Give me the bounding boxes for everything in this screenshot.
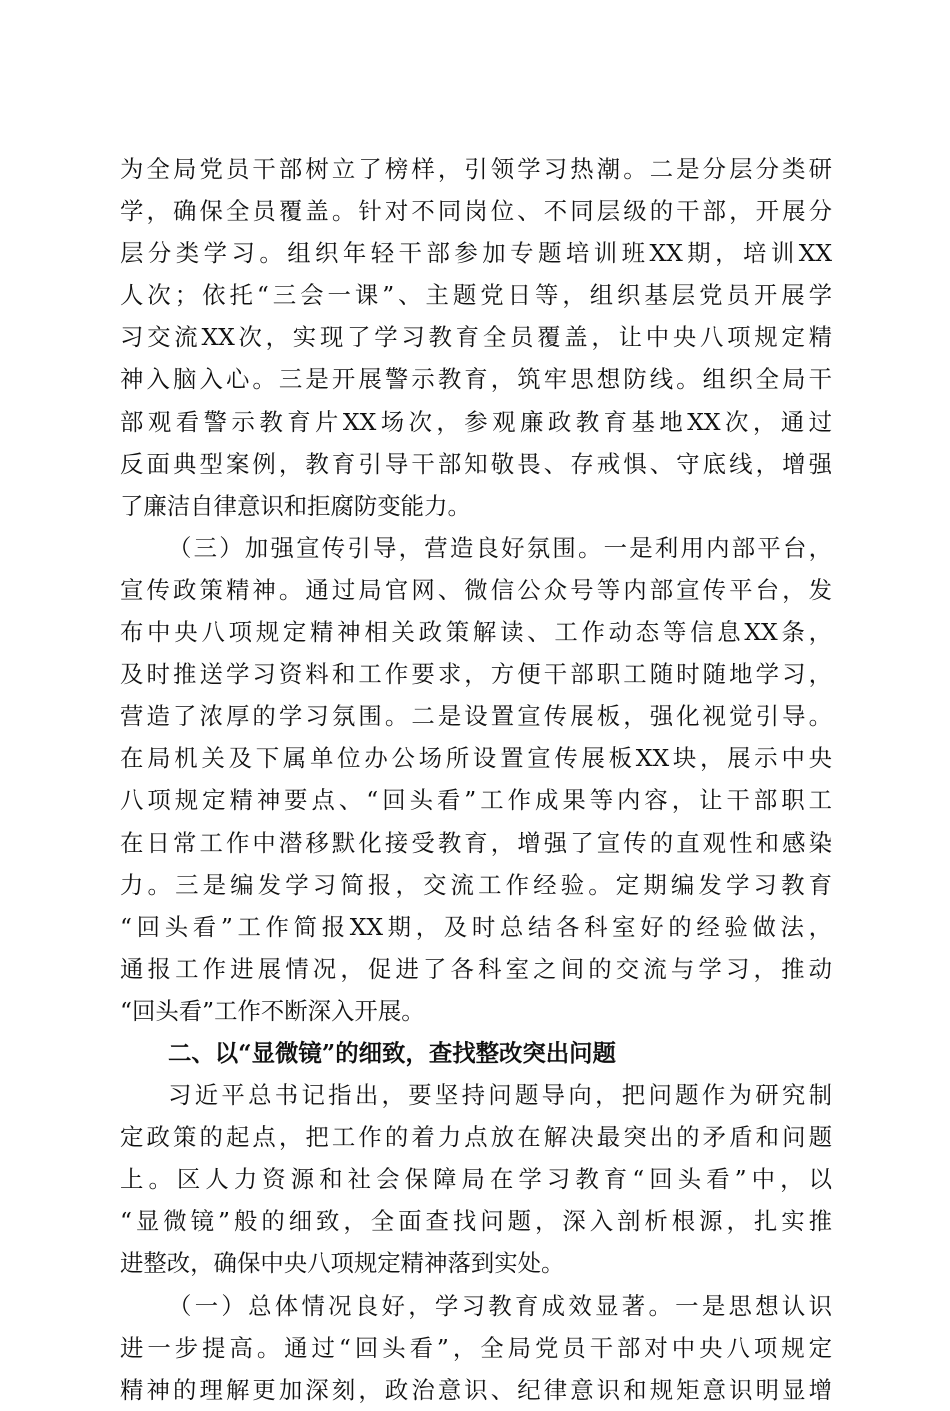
text-line: 进一步提高。通过“回头看”，全局党员干部对中央八项规定 — [120, 1333, 832, 1362]
text-line: 为全局党员干部树立了榜样，引领学习热潮。二是分层分类研 — [120, 155, 832, 183]
text-line: 及时推送学习资料和工作要求，方便干部职工随时随地学习， — [120, 660, 832, 689]
text-line: “显微镜”般的细致，全面查找问题，深入剖析根源，扎实推 — [120, 1207, 832, 1236]
text-line: 了廉洁自律意识和拒腐防变能力。 — [120, 491, 471, 520]
text-line: 神入脑入心。三是开展警示教育，筑牢思想防线。组织全局干 — [120, 365, 832, 394]
text-line: 在日常工作中潜移默化接受教育，增强了宣传的直观性和感染 — [120, 828, 832, 857]
text-line: 进整改，确保中央八项规定精神落到实处。 — [120, 1249, 565, 1278]
text-line: 宣传政策精神。通过局官网、微信公众号等内部宣传平台，发 — [120, 575, 832, 604]
text-line: 定政策的起点，把工作的着力点放在解决最突出的矛盾和问题 — [120, 1123, 832, 1152]
text-line: 习近平总书记指出，要坚持问题导向，把问题作为研究制 — [168, 1081, 832, 1110]
text-line: 通报工作进展情况，促进了各科室之间的交流与学习，推动 — [120, 954, 832, 983]
text-line: （一）总体情况良好，学习教育成效显著。一是思想认识 — [168, 1291, 832, 1320]
text-line: 布中央八项规定精神相关政策解读、工作动态等信息XX条， — [120, 618, 832, 647]
text-line: 反面典型案例，教育引导干部知敬畏、存戒惧、守底线，增强 — [120, 449, 832, 478]
text-line: 力。三是编发学习简报，交流工作经验。定期编发学习教育 — [120, 870, 832, 899]
text-line: “回头看”工作不断深入开展。 — [120, 996, 425, 1025]
text-line: “回头看”工作简报XX期，及时总结各科室好的经验做法， — [120, 912, 832, 941]
text-line: 层分类学习。组织年轻干部参加专题培训班XX期，培训XX — [120, 239, 832, 268]
text-line: 八项规定精神要点、“回头看”工作成果等内容，让干部职工 — [120, 786, 832, 815]
text-line: 习交流XX次，实现了学习教育全员覆盖，让中央八项规定精 — [120, 323, 832, 352]
text-line: 上。区人力资源和社会保障局在学习教育“回头看”中，以 — [120, 1165, 832, 1194]
text-line: 精神的理解更加深刻，政治意识、纪律意识和规矩意识明显增 — [120, 1375, 832, 1404]
text-line: 在局机关及下属单位办公场所设置宣传展板XX块，展示中央 — [120, 744, 832, 773]
text-line: 部观看警示教育片XX场次，参观廉政教育基地XX次，通过 — [120, 407, 832, 436]
text-line: （三）加强宣传引导，营造良好氛围。一是利用内部平台， — [168, 533, 832, 562]
text-line: 学，确保全员覆盖。针对不同岗位、不同层级的干部，开展分 — [120, 197, 832, 226]
section-heading: 二、以“显微镜”的细致，查找整改突出问题 — [168, 1038, 616, 1067]
text-line: 人次；依托“三会一课”、主题党日等，组织基层党员开展学 — [120, 281, 832, 310]
document-page — [120, 148, 832, 1411]
text-line: 营造了浓厚的学习氛围。二是设置宣传展板，强化视觉引导。 — [120, 702, 832, 731]
